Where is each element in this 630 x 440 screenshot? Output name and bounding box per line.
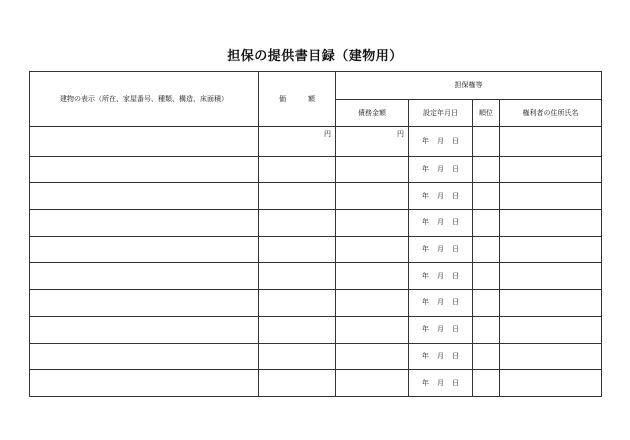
holder-cell[interactable] — [500, 156, 602, 183]
date-month-label: 月 — [437, 298, 444, 307]
price-cell[interactable] — [259, 316, 336, 343]
setup-date-cell[interactable] — [409, 236, 473, 263]
rank-cell[interactable] — [473, 290, 500, 317]
building-description-cell[interactable] — [30, 290, 259, 317]
debt-amount-cell[interactable] — [336, 370, 409, 397]
date-month-label: 月 — [437, 191, 444, 200]
date-day-label: 日 — [452, 165, 459, 174]
debt-amount-cell[interactable] — [336, 263, 409, 290]
debt-amount-cell[interactable] — [336, 343, 409, 370]
table-row — [30, 210, 602, 237]
header-building-description: 建物の表示（所在、家屋番号、種類、構造、床面積） — [30, 72, 259, 127]
header-row-1 — [30, 72, 602, 100]
holder-cell[interactable] — [500, 316, 602, 343]
holder-cell[interactable] — [500, 290, 602, 317]
price-cell[interactable] — [259, 127, 336, 157]
holder-cell[interactable] — [500, 183, 602, 210]
date-year-label: 年 — [422, 191, 429, 200]
header-setup-date: 設定年月日 — [409, 100, 473, 127]
table-row — [30, 156, 602, 183]
date-year-label: 年 — [422, 351, 429, 360]
building-description-cell[interactable] — [30, 156, 259, 183]
debt-amount-cell[interactable] — [336, 210, 409, 237]
date-month-label: 月 — [437, 136, 444, 145]
building-description-cell[interactable] — [30, 316, 259, 343]
table-row — [30, 183, 602, 210]
date-month-label: 月 — [437, 325, 444, 334]
table-row — [30, 343, 602, 370]
rank-cell[interactable] — [473, 156, 500, 183]
header-security-rights: 担保権等 — [336, 72, 602, 100]
date-month-label: 月 — [437, 271, 444, 280]
date-day-label: 日 — [452, 298, 459, 307]
building-description-cell[interactable] — [30, 370, 259, 397]
rank-cell[interactable] — [473, 127, 500, 157]
setup-date-cell[interactable] — [409, 290, 473, 317]
price-cell[interactable] — [259, 183, 336, 210]
rank-cell[interactable] — [473, 343, 500, 370]
debt-amount-cell[interactable] — [336, 290, 409, 317]
date-year-label: 年 — [422, 245, 429, 254]
date-year-label: 年 — [422, 378, 429, 387]
date-day-label: 日 — [452, 136, 459, 145]
building-description-cell[interactable] — [30, 210, 259, 237]
table-row — [30, 290, 602, 317]
date-day-label: 日 — [452, 351, 459, 360]
debt-amount-cell[interactable] — [336, 236, 409, 263]
price-cell[interactable] — [259, 263, 336, 290]
date-year-label: 年 — [422, 136, 429, 145]
debt-amount-cell[interactable] — [336, 183, 409, 210]
collateral-list-table — [29, 71, 602, 397]
table-row — [30, 370, 602, 397]
table-row — [30, 236, 602, 263]
price-cell[interactable] — [259, 370, 336, 397]
date-year-label: 年 — [422, 218, 429, 227]
holder-cell[interactable] — [500, 236, 602, 263]
setup-date-cell[interactable] — [409, 370, 473, 397]
header-rank: 順位 — [473, 100, 500, 127]
header-holder: 権利者の住所氏名 — [500, 100, 602, 127]
holder-cell[interactable] — [500, 370, 602, 397]
holder-cell[interactable] — [500, 210, 602, 237]
building-description-cell[interactable] — [30, 343, 259, 370]
setup-date-cell[interactable] — [409, 127, 473, 157]
date-day-label: 日 — [452, 325, 459, 334]
holder-cell[interactable] — [500, 343, 602, 370]
date-month-label: 月 — [437, 351, 444, 360]
rank-cell[interactable] — [473, 370, 500, 397]
date-day-label: 日 — [452, 271, 459, 280]
date-day-label: 日 — [452, 218, 459, 227]
setup-date-cell[interactable] — [409, 210, 473, 237]
rank-cell[interactable] — [473, 210, 500, 237]
date-year-label: 年 — [422, 271, 429, 280]
debt-amount-cell[interactable] — [336, 316, 409, 343]
rank-cell[interactable] — [473, 316, 500, 343]
debt-yen-unit: 円 — [397, 130, 404, 138]
header-price-char-2: 額 — [308, 94, 315, 103]
price-cell[interactable] — [259, 156, 336, 183]
holder-cell[interactable] — [500, 263, 602, 290]
setup-date-cell[interactable] — [409, 316, 473, 343]
document-title: 担保の提供書目録（建物用） — [227, 49, 403, 64]
date-year-label: 年 — [422, 298, 429, 307]
table-row — [30, 127, 602, 157]
building-description-cell[interactable] — [30, 263, 259, 290]
rank-cell[interactable] — [473, 183, 500, 210]
table-row — [30, 316, 602, 343]
setup-date-cell[interactable] — [409, 263, 473, 290]
building-description-cell[interactable] — [30, 236, 259, 263]
date-month-label: 月 — [437, 378, 444, 387]
date-day-label: 日 — [452, 245, 459, 254]
header-price — [259, 72, 336, 127]
holder-cell[interactable] — [500, 127, 602, 157]
price-cell[interactable] — [259, 210, 336, 237]
building-description-cell[interactable] — [30, 127, 259, 157]
date-year-label: 年 — [422, 325, 429, 334]
price-cell[interactable] — [259, 343, 336, 370]
date-month-label: 月 — [437, 165, 444, 174]
debt-amount-cell[interactable] — [336, 156, 409, 183]
rank-cell[interactable] — [473, 263, 500, 290]
rank-cell[interactable] — [473, 236, 500, 263]
price-cell[interactable] — [259, 236, 336, 263]
date-day-label: 日 — [452, 378, 459, 387]
date-year-label: 年 — [422, 165, 429, 174]
date-month-label: 月 — [437, 245, 444, 254]
table-row — [30, 263, 602, 290]
header-debt-amount: 債務金額 — [336, 100, 409, 127]
setup-date-cell[interactable] — [409, 183, 473, 210]
price-cell[interactable] — [259, 290, 336, 317]
debt-amount-cell[interactable] — [336, 127, 409, 157]
header-price-char-1: 価 — [279, 94, 286, 103]
building-description-cell[interactable] — [30, 183, 259, 210]
date-month-label: 月 — [437, 218, 444, 227]
setup-date-cell[interactable] — [409, 156, 473, 183]
setup-date-cell[interactable] — [409, 343, 473, 370]
date-day-label: 日 — [452, 191, 459, 200]
price-yen-unit: 円 — [324, 130, 331, 138]
